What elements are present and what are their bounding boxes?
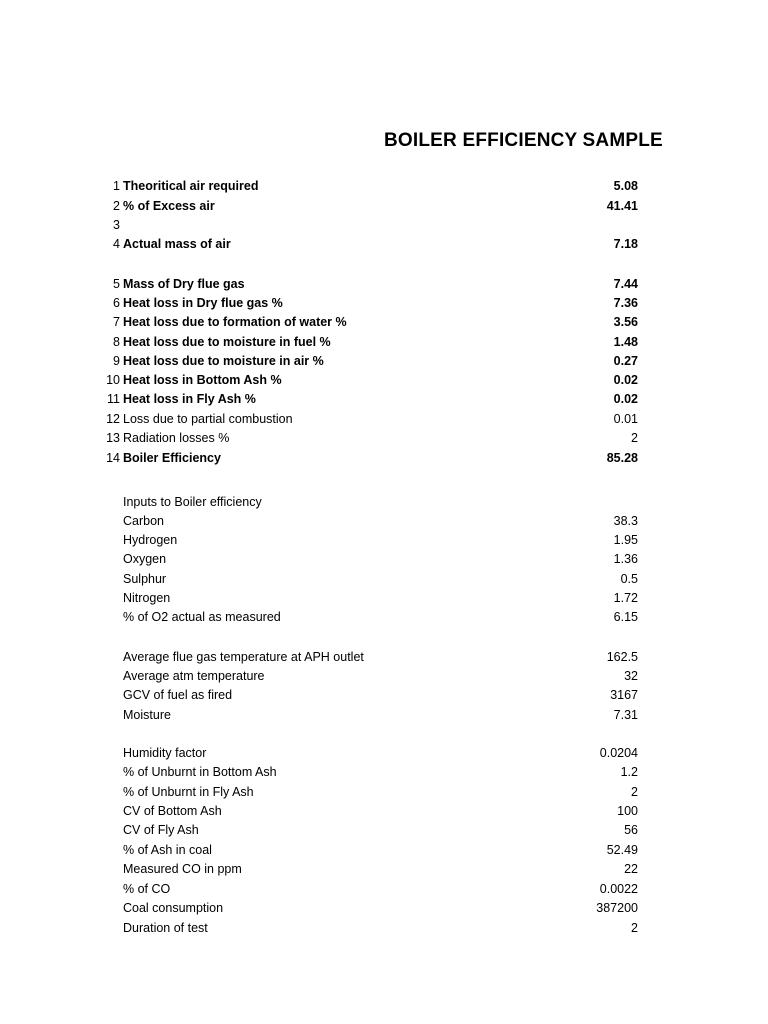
- row-label: Boiler Efficiency: [123, 451, 221, 465]
- row-value: 85.28: [606, 451, 638, 465]
- row-label: Heat loss due to formation of water %: [123, 315, 347, 329]
- input-row: [0, 667, 768, 686]
- input-value: 7.31: [613, 708, 638, 722]
- input-row: [0, 648, 768, 667]
- input-label: Coal consumption: [123, 901, 224, 915]
- input-row: [0, 841, 768, 860]
- input-label: % of Unburnt in Bottom Ash: [123, 765, 277, 779]
- row-number: 13: [106, 431, 120, 445]
- row-value: 7.44: [613, 277, 638, 291]
- row-value: 0.27: [613, 354, 638, 368]
- input-label: Sulphur: [123, 572, 167, 586]
- row-number: 6: [113, 296, 120, 310]
- row-number: 1: [113, 179, 120, 193]
- input-value: 2: [631, 921, 638, 935]
- input-row: [0, 899, 768, 918]
- input-value: 1.36: [613, 552, 638, 566]
- inputs-heading: [0, 493, 768, 512]
- row-number: 4: [113, 237, 120, 251]
- input-value: 387200: [596, 901, 638, 915]
- input-row: [0, 570, 768, 589]
- input-row: [0, 686, 768, 705]
- row-label: Actual mass of air: [123, 237, 231, 251]
- row-value: 0.01: [613, 412, 638, 426]
- input-label: Duration of test: [123, 921, 208, 935]
- inputs-heading-label: Inputs to Boiler efficiency: [123, 495, 262, 509]
- input-row: [0, 706, 768, 725]
- input-row: [0, 512, 768, 531]
- result-row: [0, 352, 768, 371]
- input-label: CV of Fly Ash: [123, 823, 199, 837]
- input-value: 32: [624, 669, 638, 683]
- input-label: Nitrogen: [123, 591, 171, 605]
- row-number: 9: [113, 354, 120, 368]
- input-row: [0, 608, 768, 627]
- result-row: [0, 216, 768, 235]
- input-value: 1.95: [613, 533, 638, 547]
- input-row: [0, 860, 768, 879]
- input-label: CV of Bottom Ash: [123, 804, 222, 818]
- row-label: Loss due to partial combustion: [123, 412, 293, 426]
- input-value: 2: [631, 785, 638, 799]
- input-label: % of O2 actual as measured: [123, 610, 281, 624]
- result-row: [0, 449, 768, 468]
- input-row: [0, 919, 768, 938]
- row-value: 1.48: [613, 335, 638, 349]
- row-value: 7.18: [613, 237, 638, 251]
- row-value: 41.41: [606, 199, 638, 213]
- result-row: [0, 333, 768, 352]
- input-label: GCV of fuel as fired: [123, 688, 233, 702]
- input-value: 52.49: [606, 843, 638, 857]
- input-value: 22: [624, 862, 638, 876]
- row-number: 7: [113, 315, 120, 329]
- row-label: Mass of Dry flue gas: [123, 277, 245, 291]
- row-number: 12: [106, 412, 120, 426]
- input-label: Hydrogen: [123, 533, 178, 547]
- result-row: [0, 410, 768, 429]
- row-number: 5: [113, 277, 120, 291]
- result-row: [0, 177, 768, 196]
- row-label: Heat loss due to moisture in fuel %: [123, 335, 331, 349]
- row-label: Heat loss in Fly Ash %: [123, 392, 256, 406]
- input-label: Average flue gas temperature at APH outlet: [123, 650, 364, 664]
- result-row: [0, 313, 768, 332]
- row-label: Heat loss in Bottom Ash %: [123, 373, 282, 387]
- input-label: % of CO: [123, 882, 171, 896]
- row-label: Theoritical air required: [123, 179, 259, 193]
- input-row: [0, 880, 768, 899]
- row-label: % of Excess air: [123, 199, 215, 213]
- input-label: % of Ash in coal: [123, 843, 212, 857]
- input-value: 56: [624, 823, 638, 837]
- input-label: Moisture: [123, 708, 171, 722]
- input-value: 38.3: [613, 514, 638, 528]
- input-value: 0.5: [620, 572, 638, 586]
- input-row: [0, 531, 768, 550]
- input-row: [0, 821, 768, 840]
- page-title: BOILER EFFICIENCY SAMPLE: [384, 130, 663, 151]
- row-number: 11: [107, 392, 120, 406]
- result-row: [0, 275, 768, 294]
- input-row: [0, 744, 768, 763]
- input-value: 1.2: [620, 765, 638, 779]
- input-value: 3167: [610, 688, 638, 702]
- result-row: [0, 371, 768, 390]
- row-number: 10: [106, 373, 120, 387]
- input-label: % of Unburnt in Fly Ash: [123, 785, 254, 799]
- row-number: 3: [113, 218, 120, 232]
- row-number: 14: [106, 451, 120, 465]
- result-row: [0, 294, 768, 313]
- input-row: [0, 763, 768, 782]
- input-value: 0.0204: [599, 746, 638, 760]
- input-value: 1.72: [613, 591, 638, 605]
- input-label: Average atm temperature: [123, 669, 265, 683]
- row-value: 0.02: [613, 392, 638, 406]
- result-row: [0, 390, 768, 409]
- row-value: 0.02: [613, 373, 638, 387]
- result-row: [0, 197, 768, 216]
- result-row: [0, 235, 768, 254]
- input-label: Humidity factor: [123, 746, 207, 760]
- input-row: [0, 550, 768, 569]
- input-row: [0, 589, 768, 608]
- row-label: Heat loss due to moisture in air %: [123, 354, 324, 368]
- input-value: 6.15: [613, 610, 638, 624]
- row-number: 8: [113, 335, 120, 349]
- row-label: Radiation losses %: [123, 431, 230, 445]
- input-label: Oxygen: [123, 552, 167, 566]
- input-row: [0, 802, 768, 821]
- input-row: [0, 783, 768, 802]
- input-value: 162.5: [606, 650, 638, 664]
- row-number: 2: [113, 199, 120, 213]
- row-label: Heat loss in Dry flue gas %: [123, 296, 283, 310]
- row-value: 7.36: [613, 296, 638, 310]
- input-value: 100: [617, 804, 638, 818]
- input-label: Carbon: [123, 514, 164, 528]
- row-value: 3.56: [613, 315, 638, 329]
- result-row: [0, 429, 768, 448]
- input-value: 0.0022: [599, 882, 638, 896]
- row-value: 2: [631, 431, 638, 445]
- input-label: Measured CO in ppm: [123, 862, 242, 876]
- row-value: 5.08: [613, 179, 638, 193]
